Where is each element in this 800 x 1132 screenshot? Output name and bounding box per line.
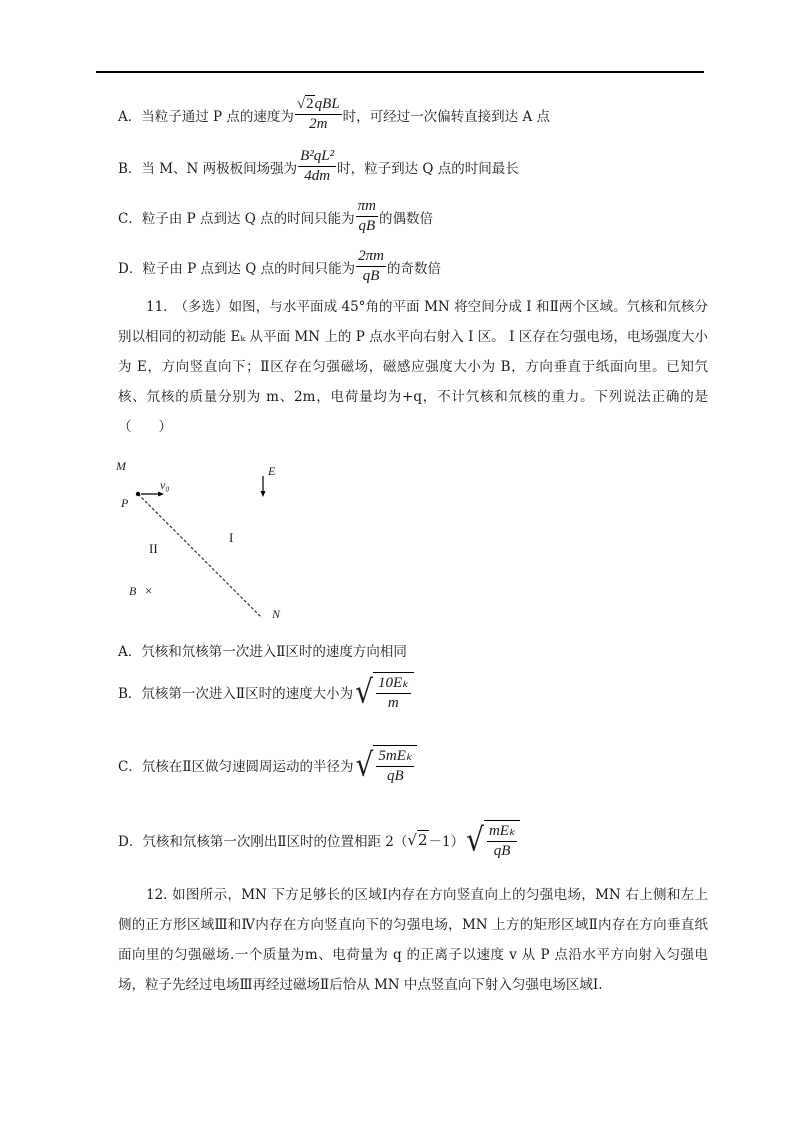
q11-d-text: D．氕核和氘核第一次刚出Ⅱ区时的位置相距 2（ xyxy=(118,834,408,850)
q11-c-text: C．氘核在Ⅱ区做匀速圆周运动的半径为 xyxy=(118,759,354,775)
q10-option-c xyxy=(118,198,433,235)
field-b-cross-icon: × xyxy=(145,583,153,598)
q11-d-text-mid: －1） xyxy=(428,834,465,850)
label-region-2: II xyxy=(149,541,158,556)
label-region-1: I xyxy=(229,530,234,545)
q10-d-text-end: 的奇数倍 xyxy=(387,260,441,277)
q11-option-b xyxy=(118,672,416,712)
label-n: N xyxy=(272,607,281,621)
q11-option-c xyxy=(118,745,419,785)
velocity-arrowhead xyxy=(158,492,164,497)
q10-b-denominator: 4dm xyxy=(304,168,331,184)
q10-d-numerator: 2πm xyxy=(356,248,386,267)
q11-d-root: 2 xyxy=(417,831,428,849)
q11-b-sqrt: √ $\frac{\text{10Eₖ}}{m}$ xyxy=(355,672,413,712)
q10-c-denominator: qB xyxy=(358,218,376,234)
q10-d-text: D．粒子由 P 点到达 Q 点的时间只能为 xyxy=(118,260,356,277)
q10-option-d xyxy=(118,248,441,285)
label-b: B xyxy=(129,584,137,598)
q10-b-text-end: 时，粒子到达 Q 点的时间最长 xyxy=(337,160,519,177)
field-e-arrowhead xyxy=(261,491,266,497)
q12-stem: 12. 如图所示，MN 下方足够长的区域Ⅰ内存在方向竖直向上的匀强电场，MN 右上侧和左上侧的正方形区域Ⅲ和Ⅳ内存在方向竖直向下的匀强电场，MN 上方的矩形区域Ⅱ内存在方向垂直纸面向里的匀强磁场.一个质量为m、电荷量为 q 的正离子以速度 v 从 P 点沿水平方向射入匀强电场，粒子先经过电场Ⅲ再经过磁场Ⅱ后恰从 MN 中点竖直向下射入匀强电场区域Ⅰ. xyxy=(118,887,708,993)
header-rule xyxy=(96,71,704,73)
point-p xyxy=(136,492,140,496)
q11-stem: 11. （多选）如图，与水平面成 45°角的平面 MN 将空间分成 Ⅰ 和Ⅱ两个区域。氕核和氘核分别以相同的初动能 Eₖ 从平面 MN 上的 P 点水平向右射入 Ⅰ 区。 Ⅰ 区存在匀强电场，电场强度大小为 E，方向竖直向下；Ⅱ区存在匀强磁场，磁感应强度大小为 B，方向垂直于纸面向里。已知氕核、氘核的质量分别为 m、2m，电荷量均为+q，不计氕核和氘核的重力。下列说法正确的是（ ） xyxy=(118,299,708,435)
q10-d-fraction xyxy=(356,248,386,285)
q11-c-sqrt: √ $\frac{\text{5mEₖ}}{qB}$ xyxy=(356,745,418,785)
q11-c-numerator: 5mEₖ xyxy=(376,748,414,767)
q10-d-denominator: qB xyxy=(362,268,380,284)
q10-a-denominator: 2m xyxy=(309,116,328,132)
q10-b-fraction xyxy=(298,148,336,185)
q11-d-fraction xyxy=(487,823,517,860)
q10-a-numerator: qBL xyxy=(314,96,340,112)
mn-plane-line xyxy=(138,494,262,618)
q11-c-fraction xyxy=(376,748,414,785)
q10-b-text: B．当 M、N 两极板间场强为 xyxy=(118,160,298,177)
q10-option-a xyxy=(118,96,550,133)
q10-a-root: 2 xyxy=(306,96,314,112)
q10-option-b xyxy=(118,148,519,185)
q11-d-denominator: qB xyxy=(493,843,511,859)
q10-a-text: A．当粒子通过 P 点的速度为 xyxy=(118,108,294,125)
q11-option-a: A．氕核和氘核第一次进入Ⅱ区时的速度方向相同 xyxy=(118,644,407,660)
q10-a-fraction: $\frac{\text{√2qBL}}{2m}$ xyxy=(296,96,340,132)
label-v0: v₀ xyxy=(160,478,170,492)
q10-c-numerator: πm xyxy=(356,198,378,217)
q11-b-numerator: 10Eₖ xyxy=(376,675,411,694)
q11-b-denominator: m xyxy=(387,695,399,711)
q10-b-numerator: B²qL² xyxy=(298,148,336,167)
label-p: P xyxy=(121,496,129,510)
q11-d-sqrt: √ $\frac{\text{mEₖ}}{qB}$ xyxy=(466,820,520,860)
q10-a-text-end: 时，可经过一次偏转直接到达 A 点 xyxy=(342,108,551,125)
q11-b-fraction xyxy=(376,675,411,712)
q10-c-fraction xyxy=(356,198,378,235)
q10-c-text-end: 的偶数倍 xyxy=(379,210,434,227)
q10-c-text: C．粒子由 P 点到达 Q 点的时间只能为 xyxy=(118,210,355,227)
q11-option-d: D．氕核和氘核第一次刚出Ⅱ区时的位置相距 2（ √2 －1） √ $\frac{\text{mEₖ}}{qB}$ xyxy=(118,820,522,860)
q11-b-text: B．氘核第一次进入Ⅱ区时的速度大小为 xyxy=(118,686,354,702)
q11-c-denominator: qB xyxy=(386,768,404,784)
q11-d-numerator: mEₖ xyxy=(487,823,517,842)
label-m: M xyxy=(116,459,126,473)
q11-diagram xyxy=(112,455,302,625)
label-e: E xyxy=(268,464,276,478)
